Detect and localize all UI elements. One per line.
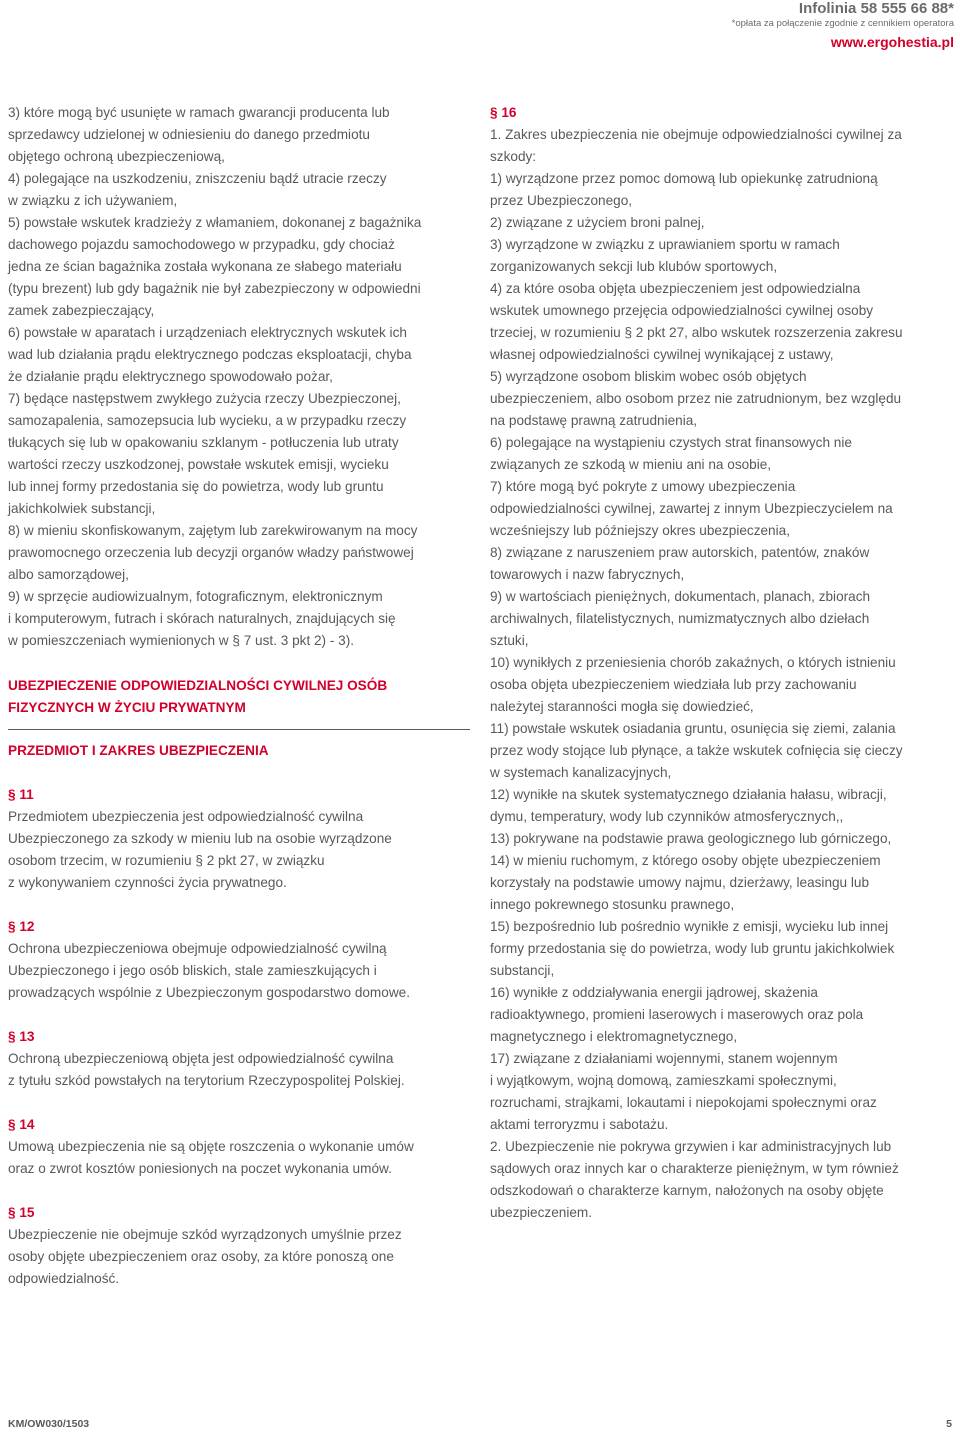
section-title-line: FIZYCZNYCH W ŻYCIU PRYWATNYM (8, 700, 246, 715)
text-line: korzystały na podstawie umowy najmu, dzierżawy, leasingu lub (490, 875, 870, 890)
paragraph (8, 1202, 480, 1290)
text-line: samozapalenia, samozepsucia lub wycieku, a w przypadku rzeczy (8, 413, 407, 428)
text-line: 7) które mogą być pokryte z umowy ubezpieczenia (490, 479, 796, 494)
text-line: 15) bezpośrednio lub pośrednio wynikłe z emisji, wycieku lub innej (490, 919, 889, 934)
text-line: 8) w mieniu skonfiskowanym, zajętym lub zarekwirowanym na mocy (8, 523, 418, 538)
text-line: zamek zabezpieczający, (8, 303, 155, 318)
text-line: Ubezpieczenie nie obejmuje szkód wyrządzonych umyślnie przez (8, 1227, 402, 1242)
text-line: wartości rzeczy uszkodzonej, powstałe wskutek emisji, wycieku (8, 457, 389, 472)
text-line: objętego ochroną ubezpieczeniową, (8, 149, 225, 164)
section-title-line: UBEZPIECZENIE ODPOWIEDZIALNOŚCI CYWILNEJ OSÓB (8, 678, 388, 693)
text-line: szkody: (490, 149, 537, 164)
text-line: aktami terroryzmu i sabotażu. (490, 1117, 669, 1132)
text-line: że działanie prądu elektrycznego spowodowało pożar, (8, 369, 333, 384)
text-line: 17) związane z działaniami wojennymi, stanem wojennym (490, 1051, 838, 1066)
left-column (8, 102, 480, 1290)
text-line: Umową ubezpieczenia nie są objęte roszczenia o wykonanie umów (8, 1139, 414, 1154)
text-line: w pomieszczeniach wymienionych w § 7 ust. 3 pkt 2) - 3). (8, 633, 355, 648)
text-line: 6) powstałe w aparatach i urządzeniach elektrycznych wskutek ich (8, 325, 407, 340)
text-line: 7) będące następstwem zwykłego zużycia rzeczy Ubezpieczonej, (8, 391, 401, 406)
text-line: 16) wynikłe z oddziaływania energii jądrowej, skażenia (490, 985, 818, 1000)
text-line: 3) wyrządzone w związku z uprawianiem sportu w ramach (490, 237, 840, 252)
paragraph-16-body (490, 124, 956, 1224)
section-divider (8, 729, 470, 730)
paragraph-list (8, 784, 480, 1290)
text-line: 10) wynikłych z przeniesienia chorób zakaźnych, o których istnieniu (490, 655, 896, 670)
text-line: prawomocnego orzeczenia lub decyzji organów władzy państwowej (8, 545, 414, 560)
text-line: rozruchami, strajkami, lokautami i niepokojami społecznymi oraz (490, 1095, 877, 1110)
text-line: 9) w wartościach pieniężnych, dokumentach, planach, zbiorach (490, 589, 871, 604)
website-link[interactable]: www.ergohestia.pl (830, 34, 954, 50)
text-line: sztuki, (490, 633, 529, 648)
text-line: z wykonywaniem czynności życia prywatnego. (8, 875, 287, 890)
text-line: oraz o zwrot kosztów poniesionych na poczet wykonania umów. (8, 1161, 392, 1176)
text-line: odpowiedzialności cywilnej, zawartej z innym Ubezpieczycielem na (490, 501, 893, 516)
text-line: 5) powstałe wskutek kradzieży z włamaniem, dokonanej z bagażnika (8, 215, 422, 230)
text-line: 5) wyrządzone osobom bliskim wobec osób objętych (490, 369, 807, 384)
text-line: jedna ze ścian bagażnika została wykonana ze słabego materiału (8, 259, 402, 274)
page-number: 5 (946, 1418, 952, 1430)
text-line: i komputerowym, futrach i skórach naturalnych, znajdujących się (8, 611, 396, 626)
subsection-title: PRZEDMIOT I ZAKRES UBEZPIECZENIA (8, 743, 269, 758)
text-line: towarowych i nazw fabrycznych, (490, 567, 685, 582)
text-line: 9) w sprzęcie audiowizualnym, fotograficznym, elektronicznym (8, 589, 383, 604)
paragraph-number: § 12 (8, 919, 35, 934)
text-line: wcześniejszy lub późniejszy okres ubezpieczenia, (490, 523, 790, 538)
text-line: odpowiedzialność. (8, 1271, 120, 1286)
text-line: (typu brezent) lub gdy bagażnik nie był zabezpieczony w odpowiedni (8, 281, 421, 296)
text-line: trzeciej, w rozumieniu § 2 pkt 27, albo wskutek rozszerzenia zakresu (490, 325, 903, 340)
section-title (8, 675, 480, 719)
text-line: archiwalnych, filatelistycznych, numizmatycznych albo dziełach (490, 611, 870, 626)
text-line: albo samorządowej, (8, 567, 129, 582)
text-line: formy przedostania się do powietrza, wody lub gruntu jakichkolwiek (490, 941, 895, 956)
text-line: 4) za które osoba objęta ubezpieczeniem jest odpowiedzialna (490, 281, 861, 296)
text-line: 14) w mieniu ruchomym, z którego osoby objęte ubezpieczeniem (490, 853, 881, 868)
hotline-fee-note: *opłata za połączenie zgodnie z cennikiem operatora (731, 18, 954, 29)
text-line: osoba objęta ubezpieczeniem wiedziała lub przy zachowaniu (490, 677, 857, 692)
text-line: tłukących się lub w opakowaniu szklanym - potłuczenia lub utraty (8, 435, 399, 450)
text-line: 2) związane z użyciem broni palnej, (490, 215, 705, 230)
text-line: 8) związane z naruszeniem praw autorskich, patentów, znaków (490, 545, 870, 560)
paragraph (8, 784, 480, 894)
page-header (732, 0, 954, 51)
paragraph (8, 1026, 480, 1092)
text-line: osobom trzecim, w rozumieniu § 2 pkt 27, w związku (8, 853, 325, 868)
paragraph-number: § 13 (8, 1029, 35, 1044)
text-line: ubezpieczeniem. (490, 1205, 593, 1220)
document-code: KM/OW030/1503 (8, 1418, 90, 1430)
text-line: innego pokrewnego stosunku prawnego, (490, 897, 735, 912)
text-line: na podstawę prawną zatrudnienia, (490, 413, 698, 428)
text-line: substancji, (490, 963, 555, 978)
text-line: należytej staranności mogła się dowiedzieć, (490, 699, 754, 714)
text-line: sądowych oraz innych kar o charakterze pieniężnym, w tym również (490, 1161, 899, 1176)
text-line: prowadzących wspólnie z Ubezpieczonym gospodarstwo domowe. (8, 985, 410, 1000)
paragraph-number: § 15 (8, 1205, 35, 1220)
paragraph-number: § 14 (8, 1117, 35, 1132)
paragraph (8, 1114, 480, 1180)
text-line: 1. Zakres ubezpieczenia nie obejmuje odpowiedzialności cywilnej za (490, 127, 902, 142)
text-line: zorganizowanych sekcji lub klubów sportowych, (490, 259, 778, 274)
text-line: Ubezpieczonego za szkody w mieniu lub na osobie wyrządzone (8, 831, 392, 846)
paragraph (8, 916, 480, 1004)
text-line: 2. Ubezpieczenie nie pokrywa grzywien i kar administracyjnych lub (490, 1139, 892, 1154)
text-line: własnej odpowiedzialności cywilnej wynikającej z ustawy, (490, 347, 834, 362)
text-line: 13) pokrywane na podstawie prawa geologicznego lub górniczego, (490, 831, 892, 846)
text-line: z tytułu szkód powstałych na terytorium Rzeczypospolitej Polskiej. (8, 1073, 405, 1088)
text-line: radioaktywnego, promieni laserowych i maserowych oraz pola (490, 1007, 864, 1022)
text-line: lub innej formy przedostania się do powietrza, wody lub gruntu (8, 479, 384, 494)
text-line: Ochroną ubezpieczeniową objęta jest odpowiedzialność cywilna (8, 1051, 394, 1066)
text-line: odszkodowań o charakterze karnym, nałożonych na osoby objęte (490, 1183, 884, 1198)
text-line: wad lub działania prądu elektrycznego podczas eksploatacji, chyba (8, 347, 412, 362)
text-line: w związku z ich używaniem, (8, 193, 178, 208)
text-line: przez wody stojące lub płynące, a także wskutek cofnięcia się cieczy (490, 743, 903, 758)
text-line: 6) polegające na wystąpieniu czystych strat finansowych nie (490, 435, 852, 450)
text-line: 4) polegające na uszkodzeniu, zniszczeniu bądź utracie rzeczy (8, 171, 387, 186)
text-line: związanych ze szkodą w mieniu ani na osobie, (490, 457, 772, 472)
continuation-list (8, 102, 480, 652)
text-line: Przedmiotem ubezpieczenia jest odpowiedzialność cywilna (8, 809, 364, 824)
text-line: jakichkolwiek substancji, (8, 501, 156, 516)
text-line: ubezpieczeniem, albo osobom przez nie zatrudnionym, bez względu (490, 391, 902, 406)
text-line: w systemach kanalizacyjnych, (490, 765, 672, 780)
text-line: 11) powstałe wskutek osiadania gruntu, osunięcia się ziemi, zalania (490, 721, 896, 736)
text-line: osoby objęte ubezpieczeniem oraz osoby, za które ponoszą one (8, 1249, 394, 1264)
text-line: 3) które mogą być usunięte w ramach gwarancji producenta lub (8, 105, 390, 120)
text-line: dachowego pojazdu samochodowego w przypadku, gdy chociaż (8, 237, 395, 252)
text-line: Ochrona ubezpieczeniowa obejmuje odpowiedzialność cywilną (8, 941, 387, 956)
text-line: magnetycznego i elektromagnetycznego, (490, 1029, 738, 1044)
paragraph-number: § 16 (490, 105, 517, 120)
text-line: 12) wynikłe na skutek systematycznego działania hałasu, wibracji, (490, 787, 887, 802)
text-line: dymu, temperatury, wody lub czynników atmosferycznych,, (490, 809, 844, 824)
text-line: Ubezpieczonego i jego osób bliskich, stale zamieszkujących i (8, 963, 377, 978)
text-line: wskutek umownego przejęcia odpowiedzialności cywilnej osoby (490, 303, 874, 318)
hotline-number: Infolinia 58 555 66 88* (798, 0, 954, 17)
paragraph-number: § 11 (8, 787, 34, 802)
text-line: sprzedawcy udzielonej w odniesieniu do danego przedmiotu (8, 127, 370, 142)
text-line: 1) wyrządzone przez pomoc domową lub opiekunkę zatrudnioną (490, 171, 878, 186)
right-column (490, 102, 956, 1224)
text-line: przez Ubezpieczonego, (490, 193, 633, 208)
text-line: i wyjątkowym, wojną domową, zamieszkami społecznymi, (490, 1073, 837, 1088)
